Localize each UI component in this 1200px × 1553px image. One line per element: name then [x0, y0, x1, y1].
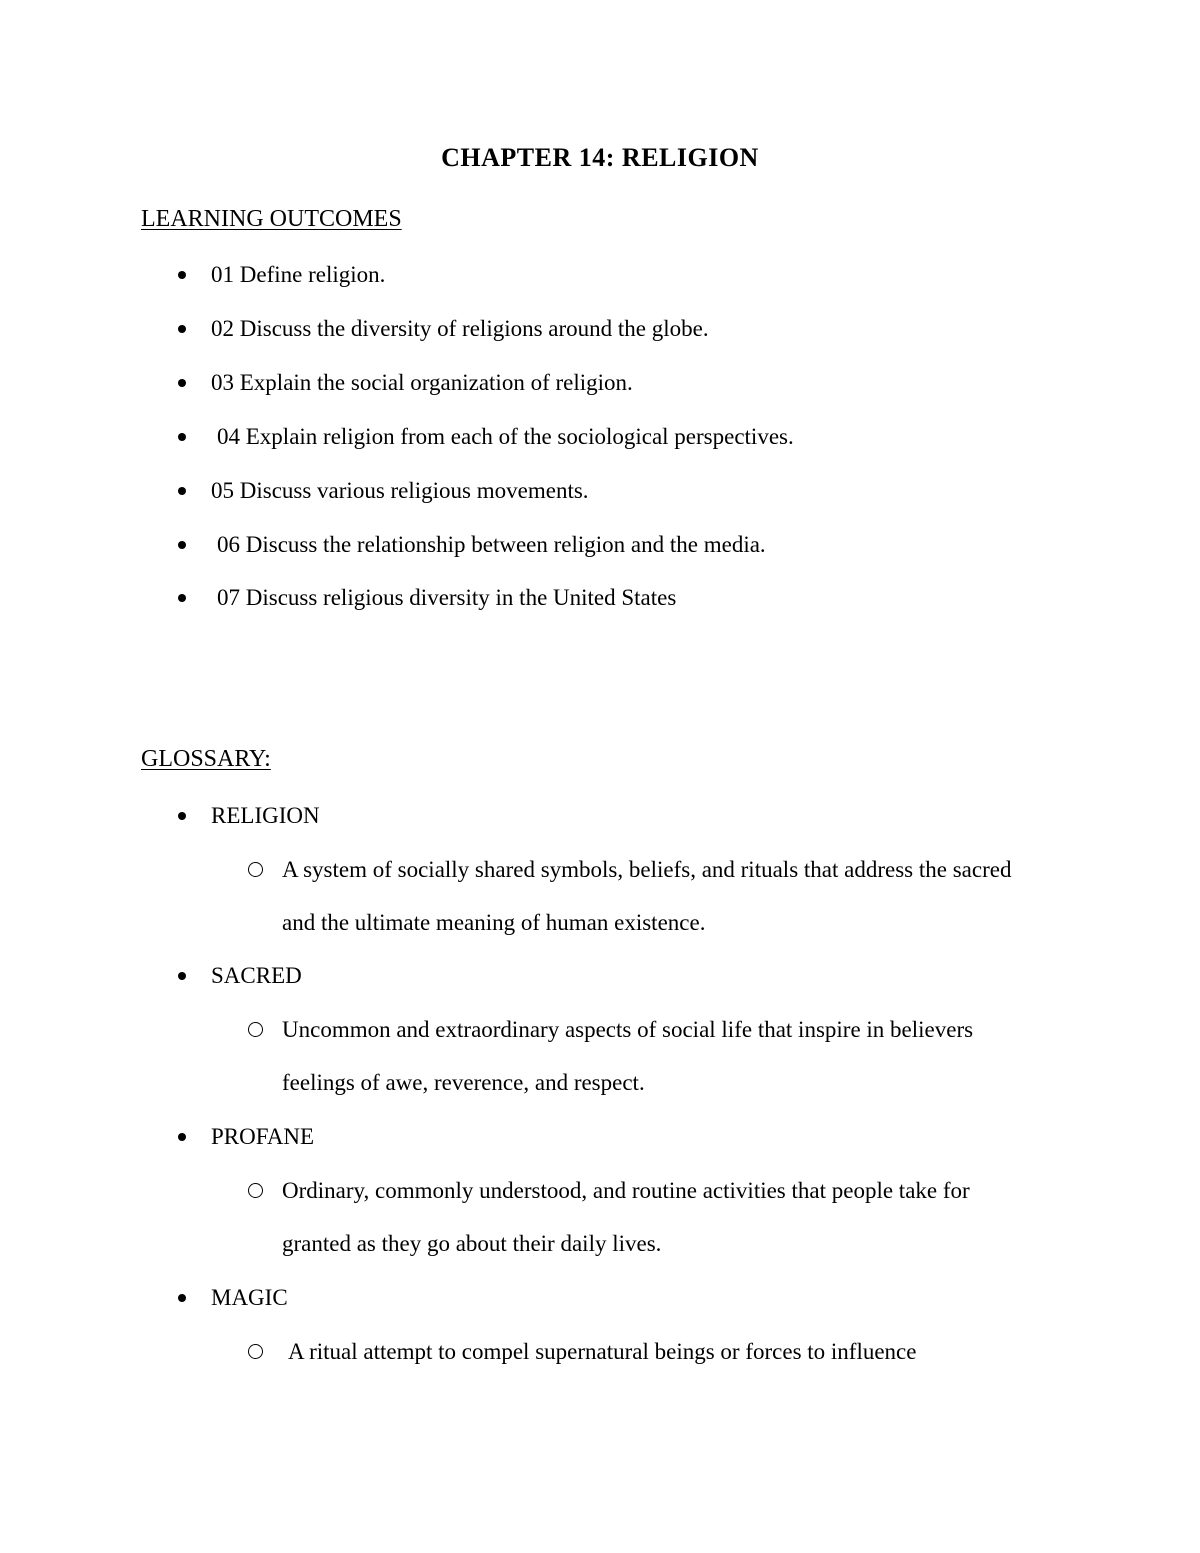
definition-text: Uncommon and extraordinary aspects of social life that inspire in believers feelings of awe, reverence, and respect. — [282, 1017, 974, 1095]
definition-text: Ordinary, commonly understood, and routine activities that people take for granted as they go about their daily lives. — [282, 1178, 970, 1256]
hollow-bullet-icon — [248, 1344, 263, 1359]
glossary-term — [0, 1120, 1200, 1154]
outcome-text: 06 Discuss the relationship between religion and the media. — [217, 532, 766, 557]
glossary-heading: GLOSSARY: — [141, 746, 271, 772]
bullet-icon — [178, 487, 186, 495]
list-item — [0, 420, 1200, 454]
bullet-icon — [178, 271, 186, 279]
term-label: SACRED — [211, 963, 302, 988]
glossary-definition — [0, 1013, 1200, 1119]
hollow-bullet-icon — [248, 1022, 263, 1037]
bullet-icon — [178, 541, 186, 549]
outcome-text: 07 Discuss religious diversity in the United States — [217, 585, 677, 610]
hollow-bullet-icon — [248, 862, 263, 877]
definition-text: A ritual attempt to compel supernatural beings or forces to influence — [288, 1339, 917, 1364]
glossary-definition — [0, 1174, 1200, 1280]
outcome-text: 04 Explain religion from each of the sociological perspectives. — [217, 424, 794, 449]
glossary-term — [0, 1281, 1200, 1315]
list-item — [0, 312, 1200, 346]
page-title: CHAPTER 14: RELIGION — [441, 143, 759, 172]
list-item — [0, 528, 1200, 562]
hollow-bullet-icon — [248, 1183, 263, 1198]
bullet-icon — [178, 1133, 186, 1141]
list-item — [0, 581, 1200, 615]
list-item — [0, 474, 1200, 508]
glossary-term — [0, 799, 1200, 833]
definition-text: A system of socially shared symbols, beliefs, and rituals that address the sacred and the ultimate meaning of human existence. — [282, 857, 1012, 935]
bullet-icon — [178, 812, 186, 820]
bullet-icon — [178, 433, 186, 441]
bullet-icon — [178, 1294, 186, 1302]
term-label: RELIGION — [211, 803, 320, 828]
bullet-icon — [178, 379, 186, 387]
glossary-definition — [0, 853, 1200, 959]
learning-outcomes-heading: LEARNING OUTCOMES — [141, 206, 402, 232]
glossary-term — [0, 959, 1200, 993]
outcome-text: 01 Define religion. — [211, 262, 386, 287]
outcome-text: 05 Discuss various religious movements. — [211, 478, 589, 503]
bullet-icon — [178, 594, 186, 602]
bullet-icon — [178, 972, 186, 980]
outcome-text: 02 Discuss the diversity of religions around the globe. — [211, 316, 709, 341]
term-label: MAGIC — [211, 1285, 288, 1310]
list-item — [0, 366, 1200, 400]
bullet-icon — [178, 325, 186, 333]
glossary-definition — [0, 1335, 1200, 1388]
list-item — [0, 258, 1200, 292]
outcome-text: 03 Explain the social organization of religion. — [211, 370, 633, 395]
term-label: PROFANE — [211, 1124, 315, 1149]
